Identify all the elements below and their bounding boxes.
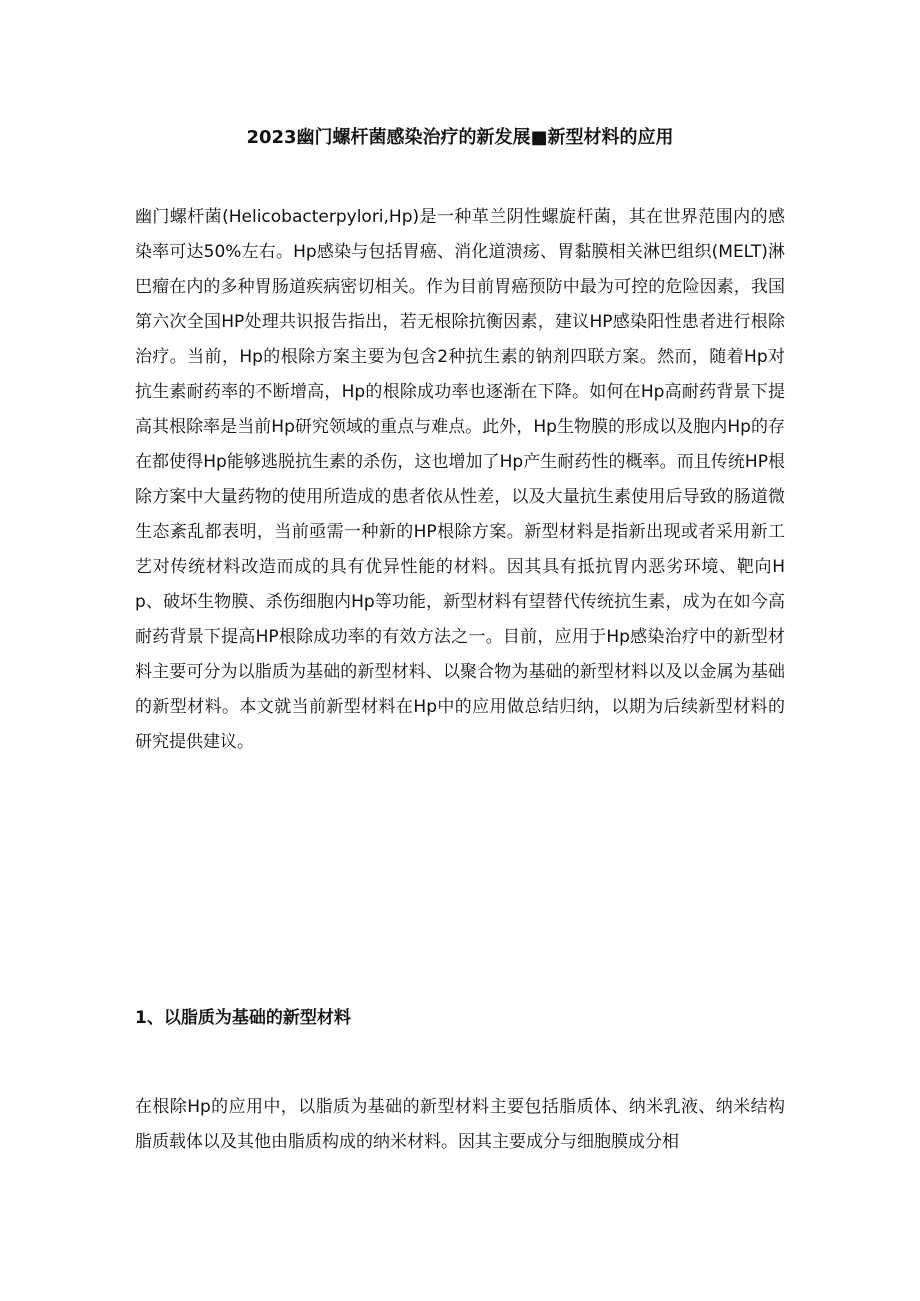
section-heading: 1、以脂质为基础的新型材料 [135, 1008, 351, 1028]
document-title: 2023幽门螺杆菌感染治疗的新发展■新型材料的应用 [246, 127, 674, 148]
body-paragraph-intro: 幽门螺杆菌(Helicobacterpylori,Hp)是一种革兰阴性螺旋杆菌，其在世界范围内的感染率可达50%左右。Hp感染与包括胃癌、消化道溃疡、胃黏膜相关淋巴组织(MELT)淋巴瘤在内的多种胃肠道疾病密切相关。作为目前胃癌预防中最为可控的危险因素，我国第六次全国HP处理共识报告指出，若无根除抗衡因素，建议HP感染阳性患者进行根除治疗。当前，Hp的根除方案主要为包含2种抗生素的钠剂四联方案。然而，随着Hp对抗生素耐药率的不断增高，Hp的根除成功率也逐渐在下降。如何在Hp高耐药背景下提高其根除率是当前Hp研究领域的重点与难点。此外，Hp生物膜的形成以及胞内Hp的存在都使得Hp能够逃脱抗生素的杀伤，这也增加了Hp产生耐药性的概率。而且传统HP根除方案中大量药物的使用所造成的患者依从性差，以及大量抗生素使用后导致的肠道微生态紊乱都表明，当前亟需一种新的HP根除方案。新型材料是指新出现或者采用新工艺对传统材料改造而成的具有优异性能的材料。因其具有抵抗胃内恶劣环境、靶向Hp、破坏生物膜、杀伤细胞内Hp等功能，新型材料有望替代传统抗生素，成为在如今高耐药背景下提高HP根除成功率的有效方法之一。目前，应用于Hp感染治疗中的新型材料主要可分为以脂质为基础的新型材料、以聚合物为基础的新型材料以及以金属为基础的新型材料。本文就当前新型材料在Hp中的应用做总结归纳，以期为后续新型材料的研究提供建议。 [135, 207, 785, 752]
body-paragraph-lipid: 在根除Hp的应用中，以脂质为基础的新型材料主要包括脂质体、纳米乳液、纳米结构脂质载体以及其他由脂质构成的纳米材料。因其主要成分与细胞膜成分相 [135, 1097, 785, 1152]
